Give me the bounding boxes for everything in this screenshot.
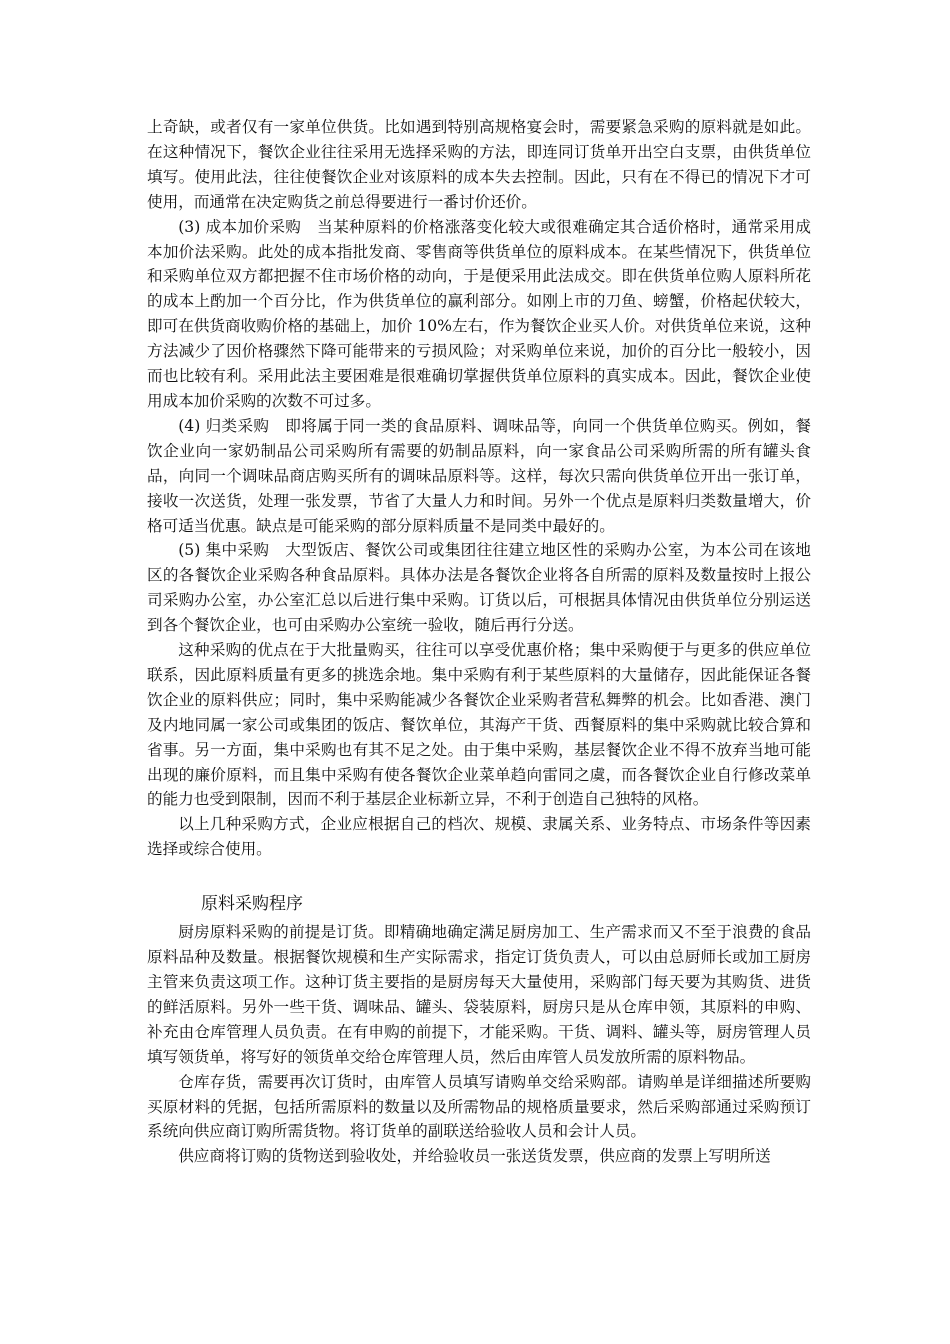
paragraph: 以上几种采购方式，企业应根据自己的档次、规模、隶属关系、业务特点、市场条件等因素选择或综合使用。 xyxy=(147,815,811,859)
body-text xyxy=(147,115,811,1169)
paragraph: 上奇缺，或者仅有一家单位供货。比如遇到特别高规格宴会时，需要紧急采购的原料就是如此。在这种情况下，餐饮企业往往采用无选择采购的方法，即连同订货单开出空白支票，由供货单位填写。使用此法，往往使餐饮企业对该原料的成本失去控制。因此，只有在不得已的情况下才可使用，而通常在决定购货之前总得要进行一番讨价还价。 xyxy=(147,118,811,211)
paragraph: (3) 成本加价采购 当某种原料的价格涨落变化较大或很难确定其合适价格时，通常采用成本加价法采购。此处的成本指批发商、零售商等供货单位的原料成本。在某些情况下，供货单位和采购单位双方都把握不住市场价格的动向，于是便采用此法成交。即在供货单位购人原料所花的成本上酌加一个百分比，作为供货单位的赢利部分。如刚上市的刀鱼、螃蟹，价格起伏较大，即可在供货商收购价格的基础上，加价 10%左右，作为餐饮企业买人价。对供货单位来说，这种方法减少了因价格骤然下降可能带来的亏损风险；对采购单位来说，加价的百分比一般较小，因而也比较有利。采用此法主要困难是很难确切掌握供货单位原料的真实成本。因此，餐饮企业使用成本加价采购的次数不可过多。 xyxy=(147,217,811,410)
section-spacer xyxy=(147,862,811,892)
paragraph: (4) 归类采购 即将属于同一类的食品原料、调味品等，向同一个供货单位购买。例如，餐饮企业向一家奶制品公司采购所有需要的奶制品原料，向一家食品公司采购所需的所有罐头食品，向同一个调味品商店购买所有的调味品原料等。这样，每次只需向供货单位开出一张订单，接收一次送货，处理一张发票，节省了大量人力和时间。另外一个优点是原料归类数量增大，价格可适当优惠。缺点是可能采购的部分原料质量不是同类中最好的。 xyxy=(147,416,811,535)
paragraph: 仓库存货，需要再次订货时，由库管人员填写请购单交给采购部。请购单是详细描述所要购买原材料的凭据，包括所需原料的数量以及所需物品的规格质量要求，然后采购部通过采购预订系统向供应商订购所需货物。将订货单的副联送给验收人员和会计人员。 xyxy=(147,1072,811,1141)
paragraph: (5) 集中采购 大型饭店、餐饮公司或集团往往建立地区性的采购办公室，为本公司在该地区的各餐饮企业采购各种食品原料。具体办法是各餐饮企业将各自所需的原料及数量按时上报公司采购办公室，办公室汇总以后进行集中采购。订货以后，可根据具体情况由供货单位分别运送到各个餐饮企业，也可由采购办公室统一验收，随后再行分送。 xyxy=(147,541,811,635)
paragraph: 供应商将订购的货物送到验收处，并给验收员一张送货发票，供应商的发票上写明所送 xyxy=(178,1147,771,1166)
paragraph: 厨房原料采购的前提是订货。即精确地确定满足厨房加工、生产需求而又不至于浪费的食品原料品种及数量。根据餐饮规模和生产实际需求，指定订货负责人，可以由总厨师长或加工厨房主管来负责这项工作。这种订货主要指的是厨房每天大量使用，采购部门每天要为其购货、进货的鲜活原料。另外一些干货、调味品、罐头、袋装原料，厨房只是从仓库申领，其原料的申购、补充由仓库管理人员负责。在有申购的前提下，才能采购。干货、调料、罐头等，厨房管理人员填写领货单，将写好的领货单交给仓库管理人员，然后由库管人员发放所需的原料物品。 xyxy=(147,923,811,1066)
section-heading: 原料采购程序 xyxy=(201,894,303,915)
paragraph: 这种采购的优点在于大批量购买，往往可以享受优惠价格；集中采购便于与更多的供应单位联系，因此原料质量有更多的挑选余地。集中采购有利于某些原料的大量储存，因此能保证各餐饮企业的原料供应；同时，集中采购能减少各餐饮企业采购者营私舞弊的机会。比如香港、澳门及内地同属一家公司或集团的饭店、餐饮单位，其海产干货、西餐原料的集中采购就比较合算和省事。另一方面，集中采购也有其不足之处。由于集中采购，基层餐饮企业不得不放弃当地可能出现的廉价原料，而且集中采购有使各餐饮企业菜单趋向雷同之虞，而各餐饮企业自行修改菜单的能力也受到限制，因而不利于基层企业标新立异，不利于创造自己独特的风格。 xyxy=(147,641,811,809)
